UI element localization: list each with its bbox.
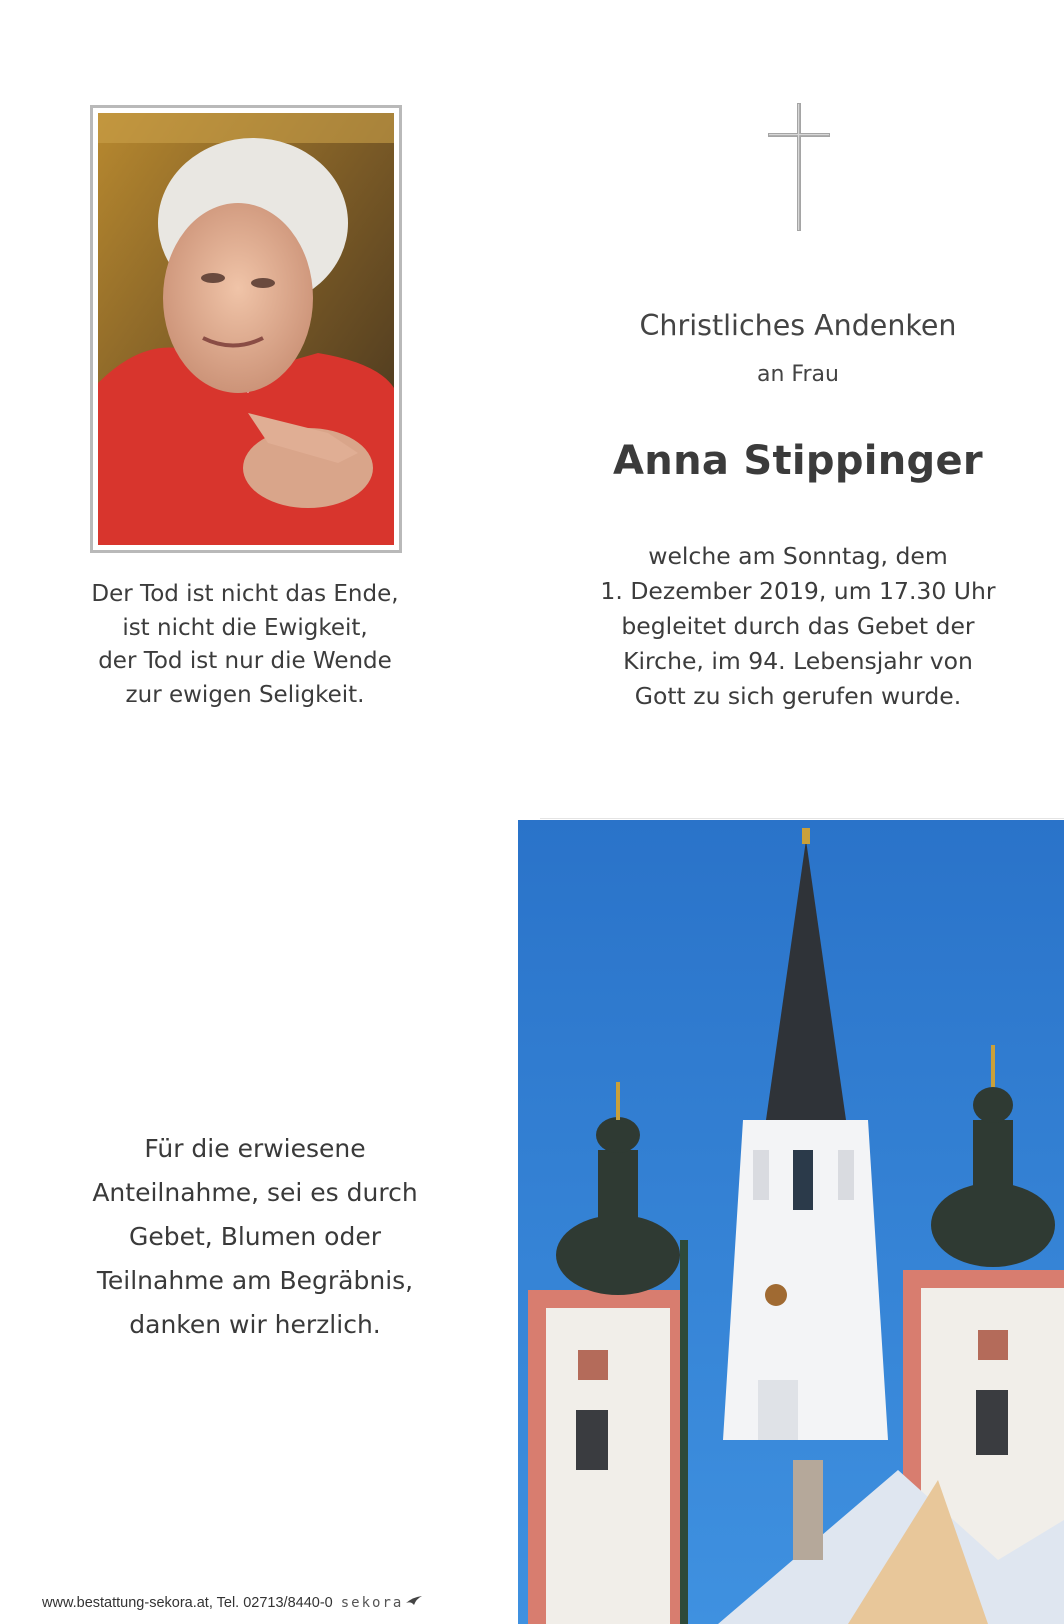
notice-line: Kirche, im 94. Lebensjahr von: [623, 647, 973, 675]
footer: [42, 1595, 423, 1611]
portrait-photo: [90, 105, 402, 553]
fold-divider: [540, 818, 1064, 819]
thanks-text: [70, 1127, 440, 1347]
footer-contact: www.bestattung-sekora.at, Tel. 02713/8440-0: [42, 1595, 333, 1611]
notice-line: Gott zu sich gerufen wurde.: [634, 682, 962, 710]
poem-line: der Tod ist nur die Wende: [98, 648, 392, 674]
poem-line: zur ewigen Seligkeit.: [125, 681, 365, 708]
poem-text: [60, 578, 430, 712]
notice-line: begleitet durch das Gebet der: [621, 612, 975, 640]
thanks-line: Anteilnahme, sei es durch: [92, 1178, 418, 1207]
thanks-line: Für die erwiesene: [144, 1134, 366, 1163]
church-image: [518, 820, 1064, 1624]
cross-icon: [768, 103, 830, 231]
deceased-name: Anna Stippinger: [613, 438, 983, 484]
portrait-image: [98, 113, 394, 545]
sekora-logo: sekora: [340, 1595, 404, 1611]
death-notice: [548, 539, 1048, 714]
bird-icon: [405, 1595, 423, 1611]
poem-line: ist nicht die Ewigkeit,: [122, 614, 368, 641]
notice-line: welche am Sonntag, dem: [648, 542, 948, 570]
poem-line: Der Tod ist nicht das Ende,: [91, 581, 399, 607]
card-title: Christliches Andenken: [639, 309, 957, 342]
salutation: an Frau: [757, 362, 839, 387]
church-photo: [518, 820, 1064, 1624]
thanks-line: danken wir herzlich.: [129, 1310, 381, 1339]
notice-line: 1. Dezember 2019, um 17.30 Uhr: [600, 577, 996, 605]
thanks-line: Gebet, Blumen oder: [129, 1222, 381, 1251]
thanks-line: Teilnahme am Begräbnis,: [96, 1266, 414, 1295]
